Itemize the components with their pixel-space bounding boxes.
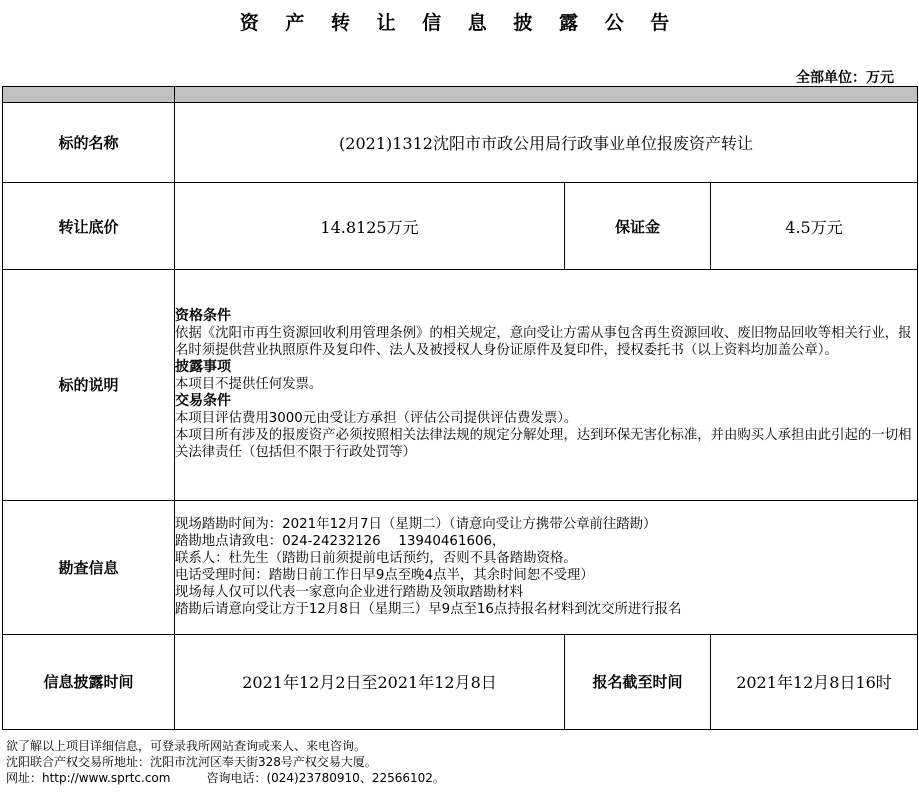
description-line: 本项目所有涉及的报废资产必须按照相关法律法规的规定分解处理，达到环保无害化标准，并由购买人承担由此引起的一切相关法律责任（包括但不限于行政处罚等）: [175, 428, 912, 461]
survey-line: 现场每人仅可以代表一家意向企业进行踏勘及领取踏勘材料: [175, 585, 524, 601]
header-cell-right: [175, 87, 918, 103]
description-heading: 交易条件: [175, 393, 231, 410]
row-survey-info: [3, 500, 918, 634]
deposit-value: 4.5万元: [711, 183, 918, 270]
survey-info-content: [175, 500, 918, 634]
subject-name-value: (2021)1312沈阳市市政公用局行政事业单位报废资产转让: [175, 103, 918, 183]
deposit-label: 保证金: [565, 183, 711, 270]
table-header-bar: [3, 87, 918, 103]
description-line: 本项目不提供任何发票。: [175, 377, 323, 393]
page-title: 资 产 转 让 信 息 披 露 公 告: [239, 12, 680, 34]
header-cell-left: [3, 87, 175, 103]
reserve-price-value: 14.8125万元: [175, 183, 565, 270]
subject-name-label: 标的名称: [3, 103, 175, 183]
survey-info-label: 勘查信息: [3, 500, 175, 634]
reserve-price-label: 转让底价: [3, 183, 175, 270]
subject-description-content: [175, 270, 918, 500]
description-heading: 披露事项: [175, 359, 231, 376]
deadline-label: 报名截至时间: [565, 634, 711, 729]
footer-line-contact: 网址：http://www.sprtc.com 咨询电话：(024)23780910、22566102。: [6, 771, 445, 785]
footer-line-inquiry: 欲了解以上项目详细信息，可登录我所网站查询或来人、来电咨询。: [6, 739, 367, 753]
subject-description-label: 标的说明: [3, 270, 175, 500]
survey-line: 现场踏勘时间为：2021年12月7日（星期二）（请意向受让方携带公章前往踏勘）: [175, 517, 657, 533]
row-subject-description: [3, 270, 918, 500]
description-heading: 资格条件: [175, 308, 231, 325]
row-reserve-price: [3, 183, 918, 270]
unit-note: 全部单位：万元: [796, 70, 894, 86]
disclosure-time-value: 2021年12月2日至2021年12月8日: [175, 634, 565, 729]
description-line: 依据《沈阳市再生资源回收利用管理条例》的相关规定，意向受让方需从事包含再生资源回收、废旧物品回收等相关行业，报名时须提供营业执照原件及复印件、法人及被授权人身份证原件及复印件，授权委托书（以上资料均加盖公章）。: [175, 326, 912, 359]
footer-notes: [6, 738, 445, 786]
survey-line: 踏勘地点请致电：024-24232126 13940461606，: [175, 534, 506, 550]
row-disclosure-time: [3, 634, 918, 729]
announcement-table: [2, 86, 918, 730]
footer-line-address: 沈阳联合产权交易所地址：沈阳市沈河区奉天街328号产权交易大厦。: [6, 755, 377, 769]
survey-line: 联系人：杜先生（踏勘日前须提前电话预约，否则不具备踏勘资格。: [175, 551, 577, 567]
description-line: 本项目评估费用3000元由受让方承担（评估公司提供评估费发票）。: [175, 411, 578, 427]
row-subject-name: [3, 103, 918, 183]
disclosure-time-label: 信息披露时间: [3, 634, 175, 729]
survey-line: 电话受理时间：踏勘日前工作日早9点至晚4点半，其余时间恕不受理）: [175, 568, 594, 584]
deadline-value: 2021年12月8日16时: [711, 634, 918, 729]
survey-line: 踏勘后请意向受让方于12月8日（星期三）早9点至16点持报名材料到沈交所进行报名: [175, 602, 682, 618]
